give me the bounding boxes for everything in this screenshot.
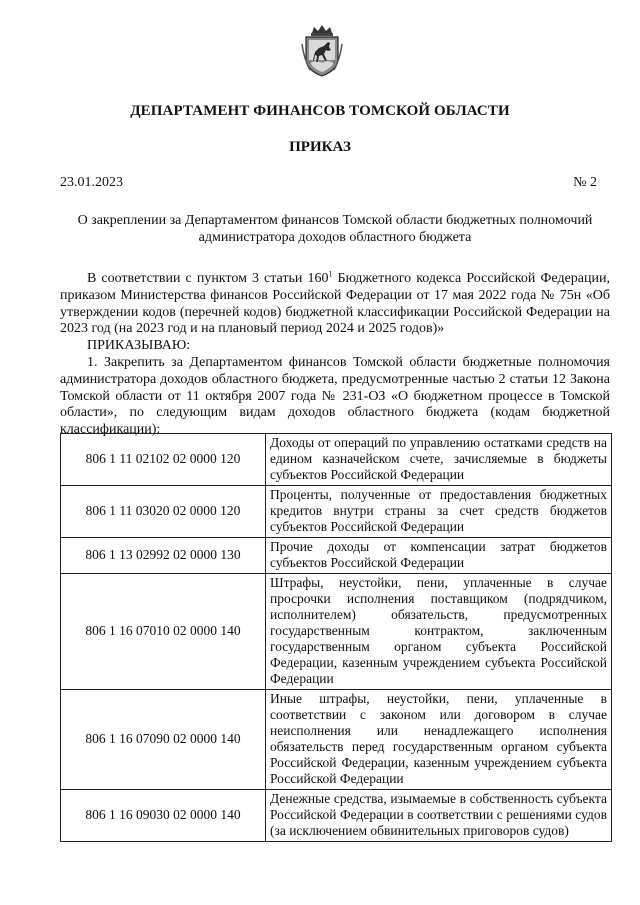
item-1-paragraph: 1. Закрепить за Департаментом финансов Томской области бюджетные полномочия администратора доходов областного бюджета, предусмотренные частью 2 статьи 12 Закона Томской области от 11 октября 2007 года № 231-ОЗ «О бюджетном процессе в Томской области», по следующим видам доходов областного бюджета (кодам бюджетной классификации): (60, 354, 610, 438)
table-row (61, 486, 612, 538)
order-number: № 2 (573, 175, 597, 190)
table-row (61, 790, 612, 842)
coat-of-arms-emblem (300, 24, 344, 78)
table-row (61, 434, 612, 486)
revenue-description-cell: Проценты, полученные от предоставления бюджетных кредитов внутри страны за счет средств бюджетов субъектов Российской Федерации (266, 486, 612, 538)
budget-code-cell: 806 1 13 02992 02 0000 130 (61, 538, 266, 574)
revenue-description-cell: Иные штрафы, неустойки, пени, уплаченные в соответствии с законом или договором в случае неисполнения или ненадлежащего исполнения обязательств перед государственным органом субъекта Российской Федерации, казенным учреждением субъекта Российской Федерации (266, 690, 612, 790)
table-row (61, 574, 612, 690)
table-row (61, 538, 612, 574)
order-date: 23.01.2023 (60, 175, 123, 190)
department-heading: ДЕПАРТАМЕНТ ФИНАНСОВ ТОМСКОЙ ОБЛАСТИ (130, 103, 510, 119)
budget-code-cell: 806 1 16 07010 02 0000 140 (61, 574, 266, 690)
budget-code-cell: 806 1 16 07090 02 0000 140 (61, 690, 266, 790)
preamble-paragraph: В соответствии с пунктом 3 статьи $160^1$ Бюджетного кодекса Российской Федерации, приказом Министерства финансов Российской Федерации от 17 мая 2022 года № 75н «Об утверждении кодов (перечней кодов) бюджетной классификации Российской Федерации на 2023 год (на 2023 год и на плановый период 2024 и 2025 годов)» (60, 269, 610, 337)
revenue-codes-table (60, 433, 612, 842)
budget-code-cell: 806 1 11 03020 02 0000 120 (61, 486, 266, 538)
revenue-description-cell: Штрафы, неустойки, пени, уплаченные в случае просрочки исполнения поставщиком (подрядчиком, исполнителем) обязательств, предусмотренных государственным контрактом, заключенным государственным органом субъекта Российской Федерации, казенным учреждением субъекта Российской Федерации (266, 574, 612, 690)
budget-code-cell: 806 1 16 09030 02 0000 140 (61, 790, 266, 842)
revenue-description-cell: Доходы от операций по управлению остатками средств на едином казначейском счете, зачисляемые в бюджеты субъектов Российской Федерации (266, 434, 612, 486)
budget-code-cell: 806 1 11 02102 02 0000 120 (61, 434, 266, 486)
revenue-description-cell: Денежные средства, изымаемые в собственность субъекта Российской Федерации в соответствии с решениями судов (за исключением обвинительных приговоров судов) (266, 790, 612, 842)
order-body (60, 271, 610, 439)
document-type-title: ПРИКАЗ (289, 139, 351, 155)
revenue-description-cell: Прочие доходы от компенсации затрат бюджетов субъектов Российской Федерации (266, 538, 612, 574)
prikazyvayu-label: ПРИКАЗЫВАЮ: (87, 338, 191, 354)
superscript-mark: 1 (328, 269, 333, 279)
order-subject: О закреплении за Департаментом финансов Томской области бюджетных полномочий администратора доходов областного бюджета (77, 213, 593, 245)
table-row (61, 690, 612, 790)
